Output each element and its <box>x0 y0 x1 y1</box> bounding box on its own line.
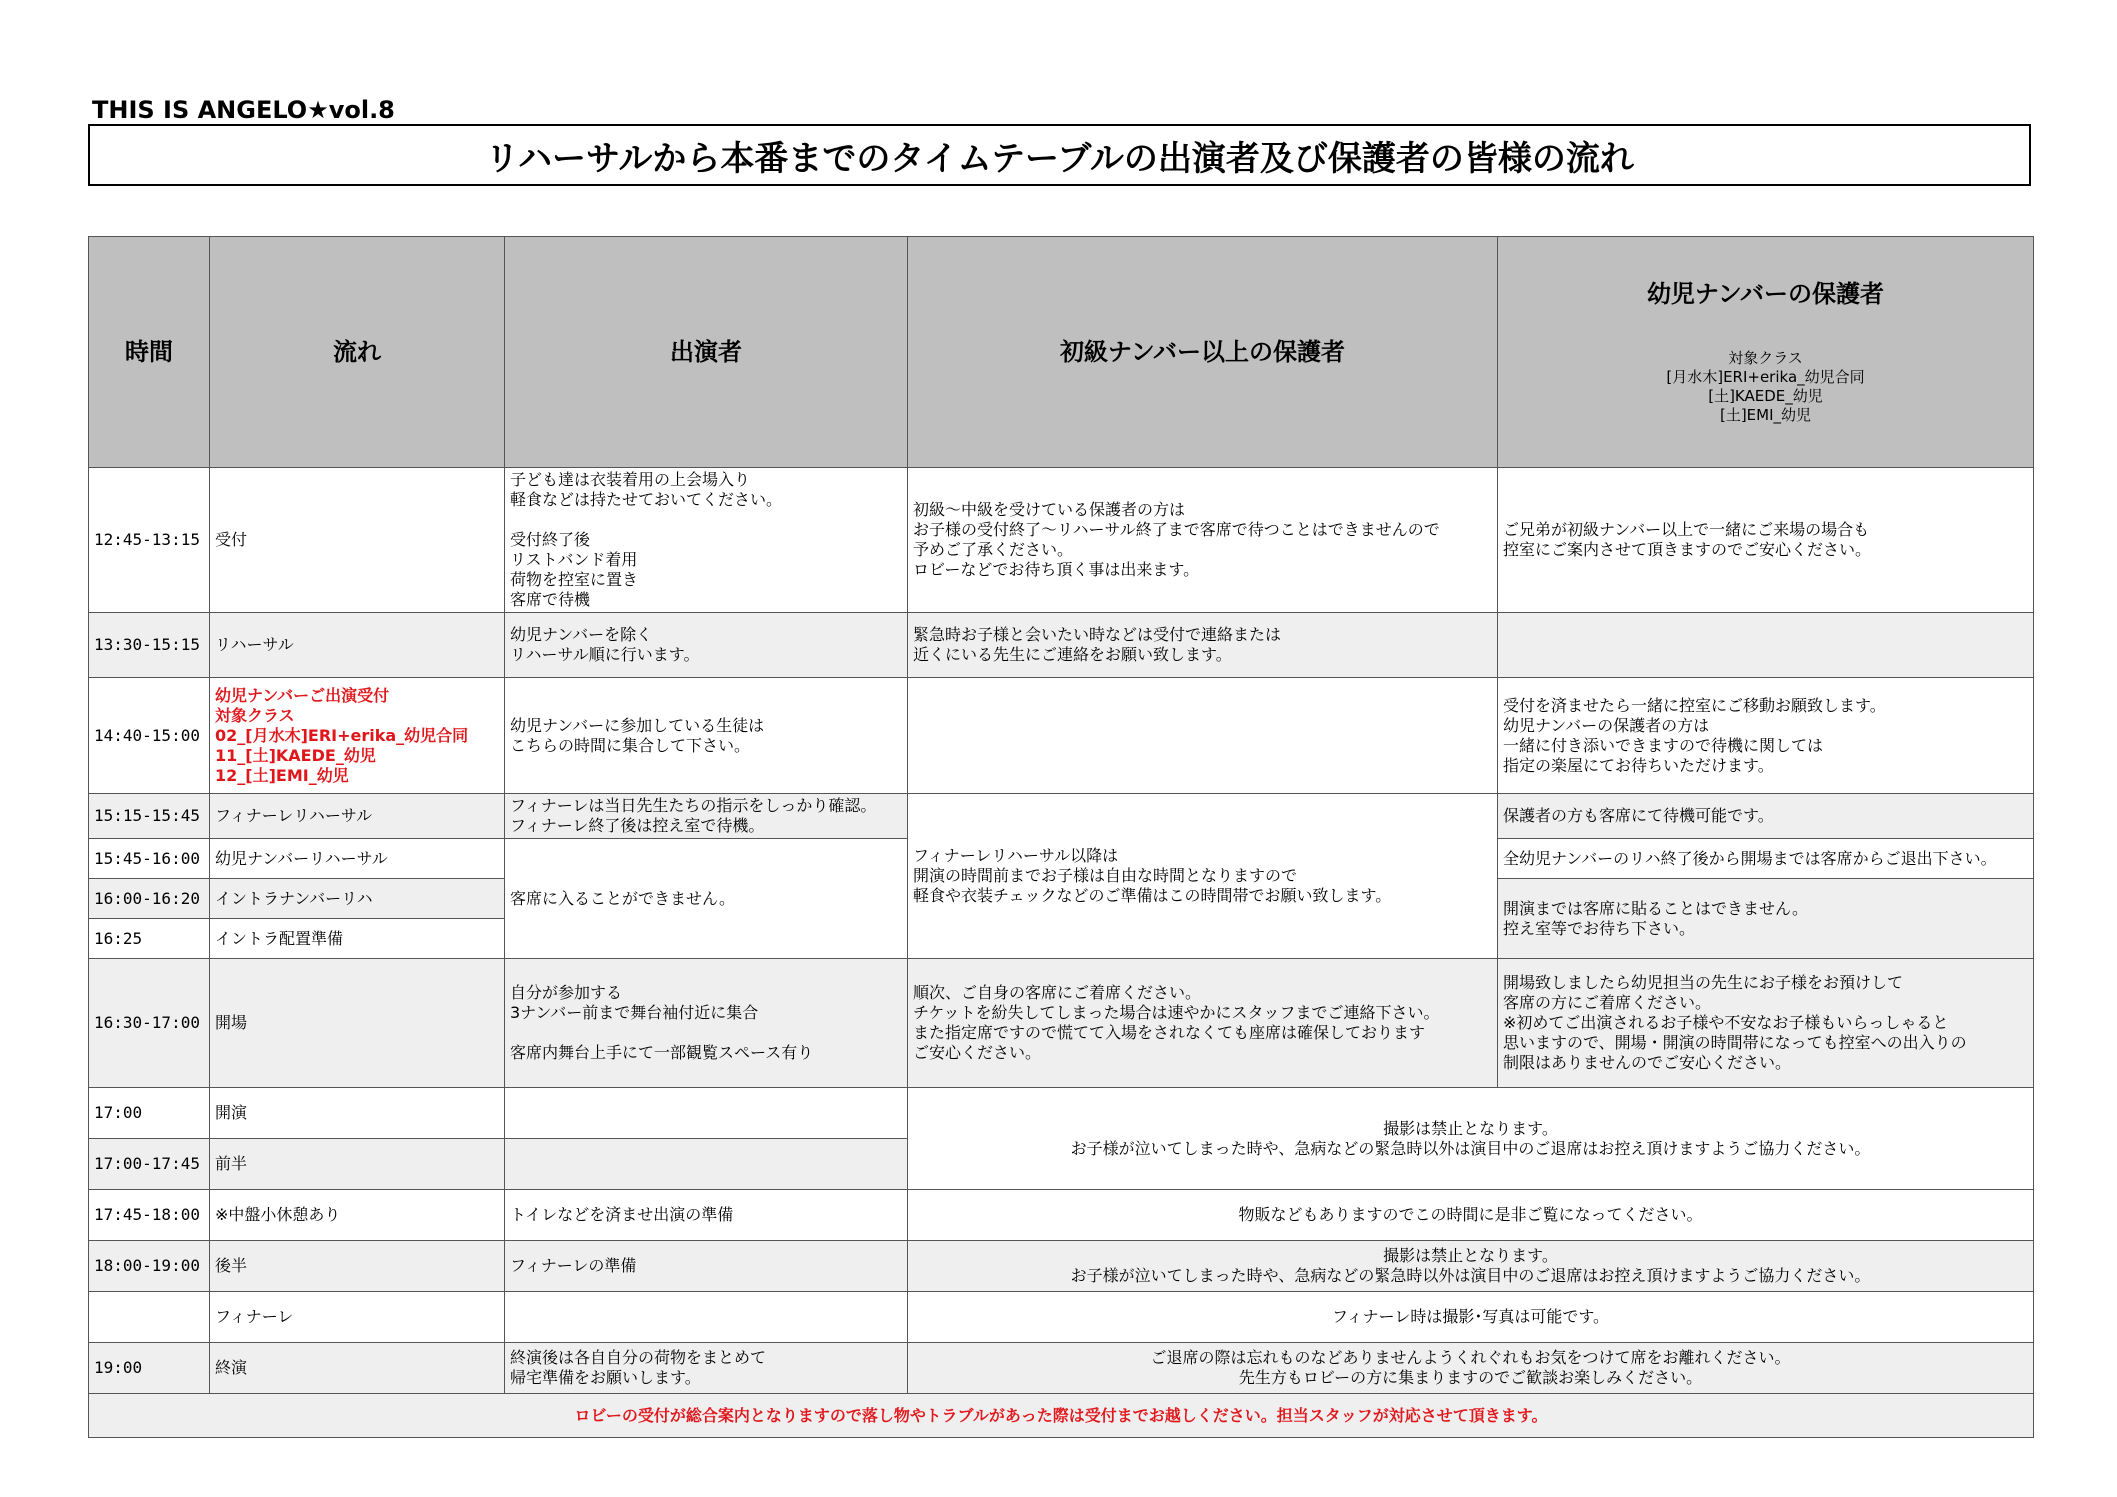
time-cell: 17:00-17:45 <box>89 1139 210 1190</box>
beginner-guardians-cell: 順次、ご自身の客席にご着席ください。 チケットを紛失してしまった場合は速やかにスタッフまでご連絡下さい。 また指定席ですので慌てて入場をされなくても座席は確保しております ご安心ください。 <box>908 959 1498 1088</box>
header-row <box>89 237 2034 468</box>
time-cell: 12:45-13:15 <box>89 468 210 613</box>
table-row <box>89 1343 2034 1394</box>
flow-cell: リハーサル <box>210 613 505 678</box>
beginner-guardians-cell: 緊急時お子様と会いたい時などは受付で連絡または 近くにいる先生にご連絡をお願い致します。 <box>908 613 1498 678</box>
table-row <box>89 468 2034 613</box>
time-cell: 16:30-17:00 <box>89 959 210 1088</box>
table-row <box>89 794 2034 839</box>
performers-cell: 子ども達は衣装着用の上会場入り 軽食などは持たせておいてください。 受付終了後 リストバンド着用 荷物を控室に置き 客席で待機 <box>505 468 908 613</box>
guardians-merged-cell: 撮影は禁止となります。 お子様が泣いてしまった時や、急病などの緊急時以外は演目中のご退席はお控え頂けますようご協力ください。 <box>908 1088 2034 1190</box>
table-row <box>89 1292 2034 1343</box>
time-cell: 17:00 <box>89 1088 210 1139</box>
flow-cell: ※中盤小休憩あり <box>210 1190 505 1241</box>
performers-cell: 終演後は各自自分の荷物をまとめて 帰宅準備をお願いします。 <box>505 1343 908 1394</box>
time-cell: 14:40-15:00 <box>89 678 210 794</box>
flow-cell: 前半 <box>210 1139 505 1190</box>
flow-cell: イントラナンバーリハ <box>210 879 505 919</box>
time-cell: 13:30-15:15 <box>89 613 210 678</box>
flow-cell: フィナーレ <box>210 1292 505 1343</box>
guardians-merged-cell: 撮影は禁止となります。 お子様が泣いてしまった時や、急病などの緊急時以外は演目中のご退席はお控え頂けますようご協力ください。 <box>908 1241 2034 1292</box>
flow-cell: 開演 <box>210 1088 505 1139</box>
document-label: THIS IS ANGELO★vol.8 <box>92 96 395 124</box>
table-row <box>89 678 2034 794</box>
guardians-merged-cell: フィナーレ時は撮影･写真は可能です。 <box>908 1292 2034 1343</box>
performers-cell: 客席に入ることができません。 <box>505 839 908 959</box>
time-cell: 15:15-15:45 <box>89 794 210 839</box>
flow-cell: イントラ配置準備 <box>210 919 505 959</box>
header-beginner-guardians: 初級ナンバー以上の保護者 <box>908 237 1498 468</box>
flow-cell: 終演 <box>210 1343 505 1394</box>
table-row <box>89 959 2034 1088</box>
infant-guardians-cell: ご兄弟が初級ナンバー以上で一緒にご来場の場合も 控室にご案内させて頂きますのでご安心ください。 <box>1498 468 2034 613</box>
time-cell: 15:45-16:00 <box>89 839 210 879</box>
table-row <box>89 1088 2034 1139</box>
flow-cell: 後半 <box>210 1241 505 1292</box>
infant-guardians-cell: 開演までは客席に貼ることはできません。 控え室等でお待ち下さい。 <box>1498 879 2034 959</box>
page-title: リハーサルから本番までのタイムテーブルの出演者及び保護者の皆様の流れ <box>485 138 1634 179</box>
header-flow: 流れ <box>210 237 505 468</box>
performers-cell <box>505 1088 908 1139</box>
header-time: 時間 <box>89 237 210 468</box>
table-row <box>89 1241 2034 1292</box>
header-infant-guardians <box>1498 237 2034 468</box>
performers-cell: トイレなどを済ませ出演の準備 <box>505 1190 908 1241</box>
time-cell <box>89 1292 210 1343</box>
performers-cell: フィナーレは当日先生たちの指示をしっかり確認。 フィナーレ終了後は控え室で待機。 <box>505 794 908 839</box>
flow-cell: 幼児ナンバーリハーサル <box>210 839 505 879</box>
infant-guardians-cell: 保護者の方も客席にて待機可能です。 <box>1498 794 2034 839</box>
performers-cell: 自分が参加する 3ナンバー前まで舞台袖付近に集合 客席内舞台上手にて一部観覧スペース有り <box>505 959 908 1088</box>
guardians-merged-cell: ご退席の際は忘れものなどありませんようくれぐれもお気をつけて席をお離れください。 先生方もロビーの方に集まりますのでご歓談お楽しみください。 <box>908 1343 2034 1394</box>
header-infant-guardians-title: 幼児ナンバーの保護者 <box>1646 280 1885 308</box>
guardians-merged-cell: 物販などもありますのでこの時間に是非ご覧になってください。 <box>908 1190 2034 1241</box>
header-infant-guardians-classes: 対象クラス [月水木]ERI+erika_幼児合同 [土]KAEDE_幼児 [土]EMI_幼児 <box>1666 349 1865 424</box>
title-box <box>88 124 2031 186</box>
beginner-guardians-cell: フィナーレリハーサル以降は 開演の時間前までお子様は自由な時間となりますので 軽食や衣装チェックなどのご準備はこの時間帯でお願い致します。 <box>908 794 1498 959</box>
infant-guardians-cell: 開場致しましたら幼児担当の先生にお子様をお預けして 客席の方にご着席ください。 ※初めてご出演されるお子様や不安なお子様もいらっしゃると 思いますので、開場・開演の時間帯になっても控室への出入りの 制限はありませんのでご安心ください。 <box>1498 959 2034 1088</box>
table-row <box>89 1190 2034 1241</box>
flow-cell: 開場 <box>210 959 505 1088</box>
time-cell: 16:25 <box>89 919 210 959</box>
timetable <box>88 236 2034 1438</box>
footer-notice: ロビーの受付が総合案内となりますので落し物やトラブルがあった際は受付までお越しください。担当スタッフが対応させて頂きます。 <box>89 1394 2034 1438</box>
performers-cell: 幼児ナンバーを除く リハーサル順に行います。 <box>505 613 908 678</box>
performers-cell: フィナーレの準備 <box>505 1241 908 1292</box>
performers-cell <box>505 1292 908 1343</box>
footer-row <box>89 1394 2034 1438</box>
beginner-guardians-cell <box>908 678 1498 794</box>
performers-cell: 幼児ナンバーに参加している生徒は こちらの時間に集合して下さい。 <box>505 678 908 794</box>
beginner-guardians-cell: 初級～中級を受けている保護者の方は お子様の受付終了～リハーサル終了まで客席で待つことはできませんので 予めご了承ください。 ロビーなどでお待ち頂く事は出来ます。 <box>908 468 1498 613</box>
performers-cell <box>505 1139 908 1190</box>
table-row <box>89 613 2034 678</box>
time-cell: 17:45-18:00 <box>89 1190 210 1241</box>
flow-cell: 受付 <box>210 468 505 613</box>
time-cell: 16:00-16:20 <box>89 879 210 919</box>
time-cell: 19:00 <box>89 1343 210 1394</box>
infant-guardians-cell <box>1498 613 2034 678</box>
flow-cell: フィナーレリハーサル <box>210 794 505 839</box>
infant-guardians-cell: 受付を済ませたら一緒に控室にご移動お願致します。 幼児ナンバーの保護者の方は 一緒に付き添いできますので待機に関しては 指定の楽屋にてお待ちいただけます。 <box>1498 678 2034 794</box>
header-performers: 出演者 <box>505 237 908 468</box>
flow-cell: 幼児ナンバーご出演受付 対象クラス 02_[月水木]ERI+erika_幼児合同 11_[土]KAEDE_幼児 12_[土]EMI_幼児 <box>210 678 505 794</box>
time-cell: 18:00-19:00 <box>89 1241 210 1292</box>
infant-guardians-cell: 全幼児ナンバーのリハ終了後から開場までは客席からご退出下さい。 <box>1498 839 2034 879</box>
